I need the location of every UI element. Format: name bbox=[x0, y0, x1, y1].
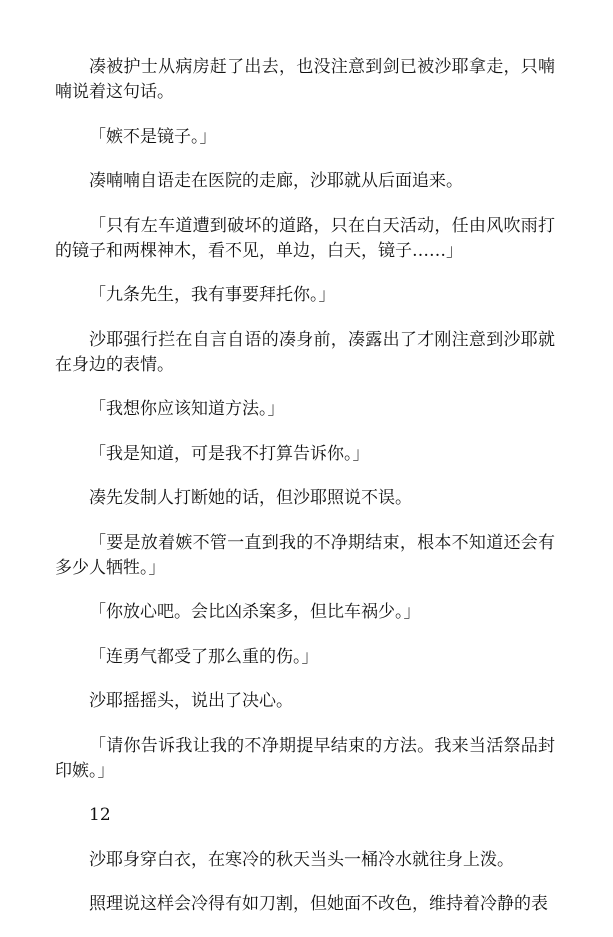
paragraph: 「你放心吧。会比凶杀案多，但比车祸少。」 bbox=[89, 602, 421, 622]
paragraph: 「嫉不是镜子。」 bbox=[89, 126, 217, 147]
paragraph: 沙耶摇摇头，说出了决心。 bbox=[89, 691, 293, 711]
paragraph: 凑喃喃自语走在医院的走廊，沙耶就从后面追来。 bbox=[89, 171, 463, 191]
paragraph: 「我想你应该知道方法。」 bbox=[89, 399, 285, 419]
paragraph: 沙耶身穿白衣，在寒冷的秋天当头一桶冷水就往身上泼。 bbox=[89, 849, 514, 870]
section-number: 12 bbox=[89, 805, 111, 825]
paragraph: 「要是放着嫉不管一直到我的不净期结束，根本不知道还会有多少人牺牲。」 bbox=[55, 532, 555, 578]
paragraph: 「连勇气都受了那么重的伤。」 bbox=[89, 646, 319, 667]
paragraph: 凑先发制人打断她的话，但沙耶照说不误。 bbox=[89, 488, 412, 508]
paragraph: 「只有左车道遭到破坏的道路，只在白天活动，任由风吹雨打的镜子和两棵神木，看不见，单边，白天，镜子……」 bbox=[55, 215, 555, 261]
paragraph: 「九条先生，我有事要拜托你。」 bbox=[89, 285, 336, 305]
paragraph: 「我是知道，可是我不打算告诉你。」 bbox=[89, 443, 370, 464]
paragraph: 照理说这样会冷得有如刀割，但她面不改色，维持着冷静的表 bbox=[89, 894, 548, 914]
paragraph: 沙耶强行拦在自言自语的凑身前，凑露出了才刚注意到沙耶就在身边的表情。 bbox=[55, 329, 555, 375]
paragraph: 「请你告诉我让我的不净期提早结束的方法。我来当活祭品封印嫉。」 bbox=[55, 735, 555, 781]
paragraph: 凑被护士从病房赶了出去，也没注意到剑已被沙耶拿走，只喃喃说着这句话。 bbox=[55, 57, 555, 102]
document-page bbox=[55, 55, 555, 937]
